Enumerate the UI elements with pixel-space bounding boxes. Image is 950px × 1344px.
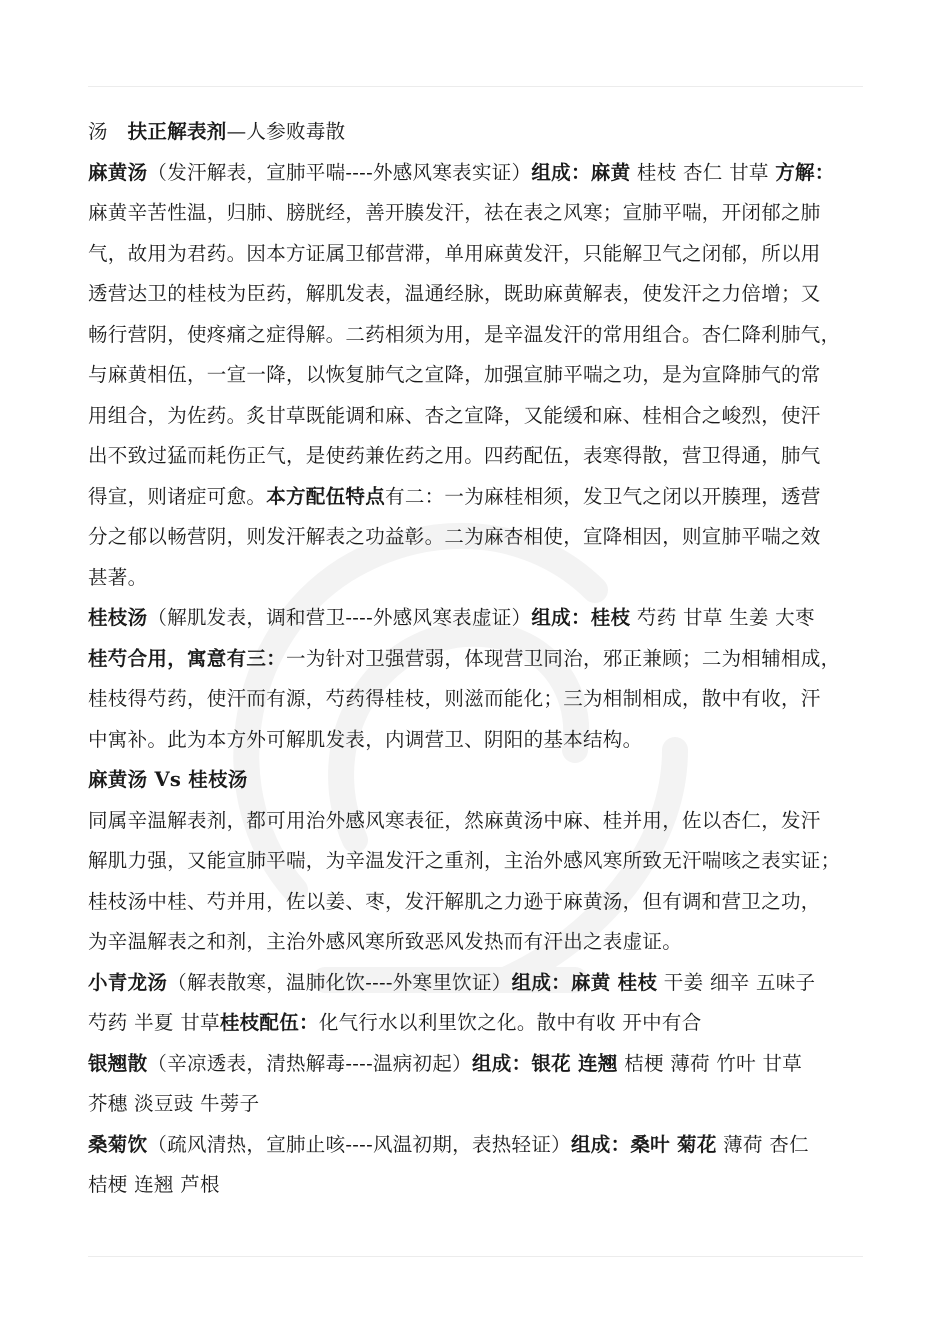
bold-text-segment: 桑菊饮 [88, 1132, 148, 1156]
document-body [88, 112, 878, 1206]
text-segment: 为辛温解表之和剂，主治外感风寒所致恶风发热而有汗出之表虚证。 [88, 930, 683, 953]
bold-text-segment: 麻黄汤 [88, 160, 148, 184]
text-line [88, 193, 878, 234]
text-line [88, 801, 878, 842]
text-line [88, 922, 878, 963]
text-line [88, 355, 878, 396]
text-line [88, 112, 878, 153]
text-line [88, 436, 878, 477]
text-segment: 芍药 甘草 生姜 大枣 [630, 606, 815, 629]
text-segment: （解肌发表，调和营卫----外感风寒表虚证） [147, 606, 532, 629]
text-segment: —人参败毒散 [226, 120, 346, 143]
text-line [88, 1125, 878, 1166]
text-segment: 汤 [88, 120, 128, 143]
text-line [88, 396, 878, 437]
bold-text-segment: 银翘散 [88, 1051, 148, 1075]
text-segment: 透营达卫的桂枝为臣药，解肌发表，温通经脉，既助麻黄解表，使发汗之力倍增；又 [88, 282, 821, 305]
text-segment: 用组合，为佐药。炙甘草既能调和麻、杏之宣降，又能缓和麻、桂相合之峻烈，使汗 [88, 403, 821, 427]
text-segment: 化气行水以利里饮之化。散中有收 开中有合 [318, 1011, 702, 1034]
bold-text-segment: 组成：桂枝 [531, 606, 631, 629]
text-segment: （发汗解表，宣肺平喘----外感风寒表实证） [147, 160, 532, 184]
text-segment: （辛凉透表，清热解毒----温病初起） [147, 1051, 472, 1075]
text-line [88, 882, 878, 923]
text-segment: 芍药 半夏 甘草 [88, 1011, 220, 1034]
bold-text-segment: 本方配伍特点 [266, 484, 386, 508]
bold-text-segment: 桂枝汤 [88, 606, 148, 629]
text-line [88, 598, 878, 639]
header-rule [88, 86, 863, 87]
text-segment: 甚著。 [88, 565, 148, 589]
bold-text-segment: 组成：桑叶 菊花 [570, 1132, 717, 1156]
text-line [88, 1084, 878, 1125]
text-segment: 干姜 细辛 五味子 [657, 970, 816, 994]
text-segment: （疏风清热，宣肺止咳----风温初期，表热轻证） [147, 1132, 571, 1156]
text-segment: 与麻黄相伍，一宣一降，以恢复肺气之宣降，加强宣肺平喘之功，是为宣降肺气的常 [88, 363, 821, 386]
bold-text-segment: 方解： [775, 160, 835, 184]
footer-rule [88, 1256, 863, 1257]
text-line [88, 841, 878, 882]
bold-text-segment: 扶正解表剂 [127, 120, 227, 143]
text-segment: 畅行营阴，使疼痛之症得解。二药相须为用，是辛温发汗的常用组合。杏仁降利肺气， [88, 322, 841, 346]
text-line [88, 1003, 878, 1044]
bold-text-segment: 麻黄汤 Vs 桂枝汤 [88, 768, 248, 791]
text-line [88, 315, 878, 356]
text-line [88, 517, 878, 558]
text-segment: 有二：一为麻桂相须，发卫气之闭以开腠理，透营 [385, 484, 821, 508]
text-line [88, 963, 878, 1004]
text-line [88, 760, 878, 801]
text-segment: 中寓补。此为本方外可解肌发表，内调营卫、阴阳的基本结构。 [88, 727, 643, 751]
bold-text-segment: 组成：麻黄 桂枝 [511, 970, 658, 994]
text-segment: 一为针对卫强营弱，体现营卫同治，邪正兼顾；二为相辅相成， [286, 646, 841, 670]
text-segment: 分之郁以畅营阴，则发汗解表之功益彰。二为麻杏相使，宣降相因，则宣肺平喘之效 [88, 525, 821, 548]
bold-text-segment: 小青龙汤 [88, 970, 168, 994]
text-segment: 得宣，则诸症可愈。 [88, 484, 267, 508]
text-line [88, 558, 878, 599]
text-segment: 解肌力强，又能宣肺平喘，为辛温发汗之重剂，主治外感风寒所致无汗喘咳之表实证； [88, 849, 841, 872]
bold-text-segment: 组成：麻黄 [531, 160, 631, 184]
text-segment: （解表散寒，温肺化饮----外寒里饮证） [167, 970, 512, 994]
bold-text-segment: 组成：银花 连翘 [471, 1051, 618, 1075]
text-line [88, 1044, 878, 1085]
bold-text-segment: 桂芍合用，寓意有三： [88, 646, 287, 670]
text-segment: 气，故用为君药。因本方证属卫郁营滞，单用麻黄发汗，只能解卫气之闭郁，所以用 [88, 241, 821, 265]
text-segment: 桔梗 薄荷 竹叶 甘草 [617, 1051, 803, 1075]
text-segment: 桂枝得芍药，使汗而有源，芍药得桂枝，则滋而能化；三为相制相成，散中有收，汗 [88, 687, 821, 710]
text-segment: 同属辛温解表剂，都可用治外感风寒表征，然麻黄汤中麻、桂并用，佐以杏仁，发汗 [88, 808, 821, 832]
text-line [88, 234, 878, 275]
text-line [88, 274, 878, 315]
text-line [88, 1165, 878, 1206]
bold-text-segment: 桂枝配伍： [219, 1011, 319, 1034]
text-line [88, 720, 878, 761]
text-segment: 桂枝 杏仁 甘草 [630, 160, 776, 184]
text-line [88, 679, 878, 720]
text-segment: 芥穗 淡豆豉 牛蒡子 [88, 1092, 260, 1115]
text-segment: 薄荷 杏仁 [716, 1132, 809, 1156]
text-segment: 桔梗 连翘 芦根 [88, 1173, 220, 1196]
text-line [88, 477, 878, 518]
text-segment: 麻黄辛苦性温，归肺、膀胱经，善开腠发汗，祛在表之风寒；宣肺平喘，开闭郁之肺 [88, 201, 821, 224]
text-line [88, 153, 878, 194]
text-line [88, 639, 878, 680]
text-segment: 出不致过猛而耗伤正气，是使药兼佐药之用。四药配伍，表寒得散，营卫得通，肺气 [88, 444, 821, 467]
text-segment: 桂枝汤中桂、芍并用，佐以姜、枣，发汗解肌之力逊于麻黄汤，但有调和营卫之功， [88, 889, 821, 913]
